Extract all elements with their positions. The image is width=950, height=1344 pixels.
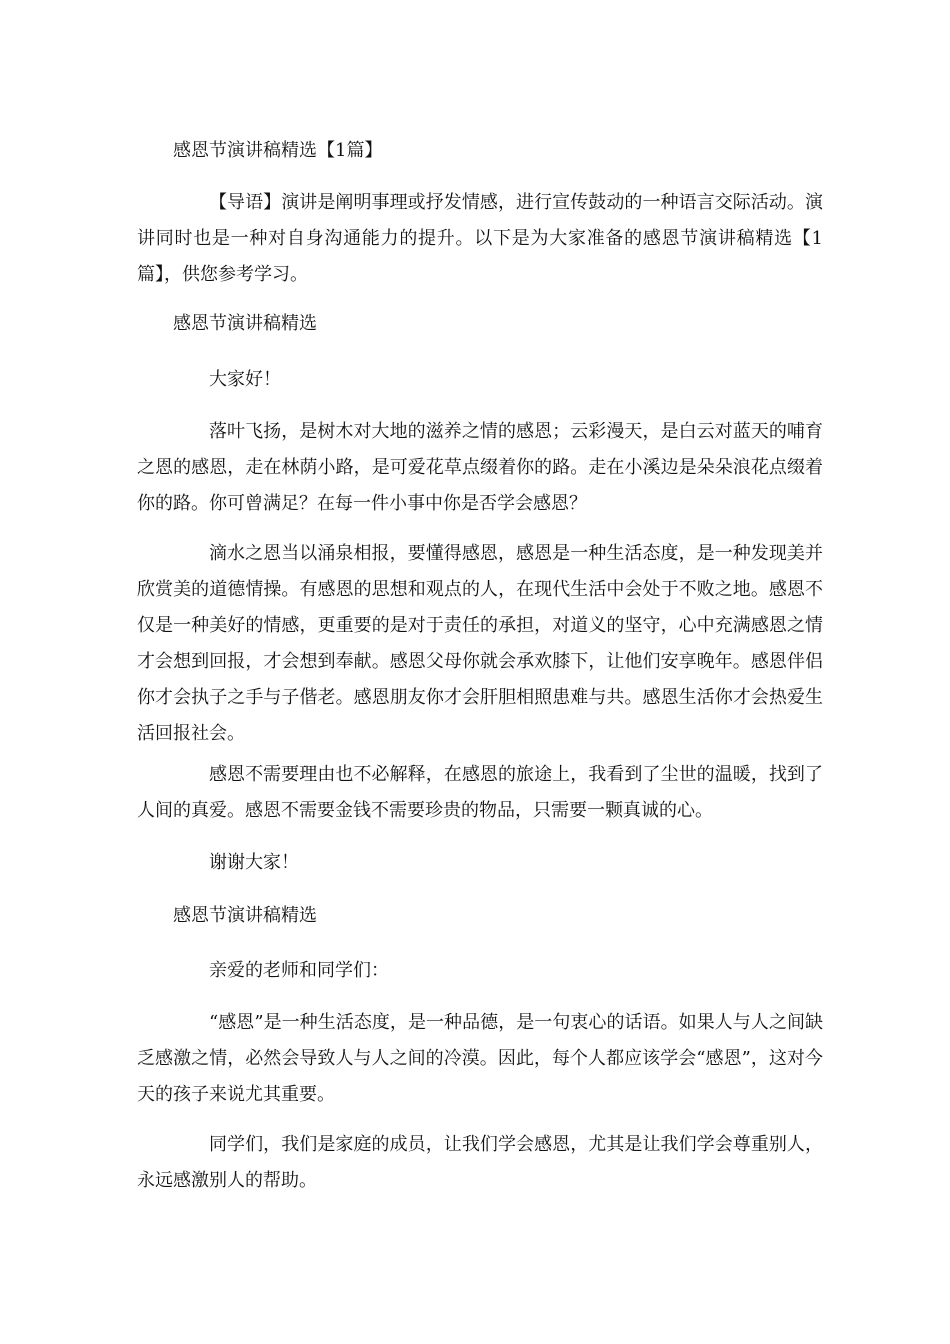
speech2-greeting: 亲爱的老师和同学们： [209,960,389,981]
speech1-paragraph-1: 落叶飞扬，是树木对大地的滋养之情的感恩；云彩漫天，是白云对蓝天的哺育之恩的感恩，走在林荫小路，是可爱花草点缀着你的路。走在小溪边是朵朵浪花点缀着你的路。你可曾满足？在每一件小事中你是否学会感恩？ [137,421,823,514]
intro-paragraph: 【导语】演讲是阐明事理或抒发情感，进行宣传鼓动的一种语言交际活动。演讲同时也是一种对自身沟通能力的提升。以下是为大家准备的感恩节演讲稿精选【1篇】，供您参考学习。 [137,192,823,285]
speech1-greeting: 大家好！ [209,369,281,390]
speech2-paragraph-1: “感恩”是一种生活态度，是一种品德，是一句衷心的话语。如果人与人之间缺乏感激之情，必然会导致人与人之间的冷漠。因此，每个人都应该学会“感恩”，这对今天的孩子来说尤其重要。 [137,1012,823,1105]
speech1-closing: 谢谢大家！ [209,852,299,873]
speech1-heading: 感恩节演讲稿精选 [173,313,317,334]
speech1-paragraph-2: 滴水之恩当以涌泉相报，要懂得感恩，感恩是一种生活态度，是一种发现美并欣赏美的道德情操。有感恩的思想和观点的人，在现代生活中会处于不败之地。感恩不仅是一种美好的情感，更重要的是对于责任的承担，对道义的坚守，心中充满感恩之情才会想到回报，才会想到奉献。感恩父母你就会承欢膝下，让他们安享晚年。感恩伴侣你才会执子之手与子偕老。感恩朋友你才会肝胆相照患难与共。感恩生活你才会热爱生活回报社会。 [137,543,823,744]
document-title: 感恩节演讲稿精选【1篇】 [173,140,383,161]
speech1-paragraph-3: 感恩不需要理由也不必解释，在感恩的旅途上，我看到了尘世的温暖，找到了人间的真爱。感恩不需要金钱不需要珍贵的物品，只需要一颗真诚的心。 [137,764,823,821]
speech2-paragraph-2: 同学们，我们是家庭的成员，让我们学会感恩，尤其是让我们学会尊重别人，永远感激别人的帮助。 [137,1134,823,1191]
speech2-heading: 感恩节演讲稿精选 [173,905,317,926]
